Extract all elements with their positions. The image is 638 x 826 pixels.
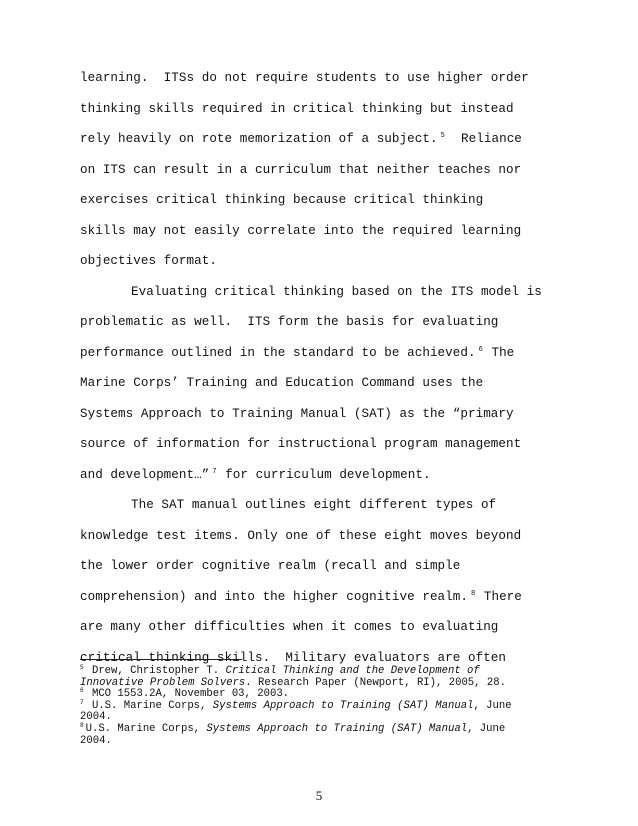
text-run: knowledge test items. Only one of these eight moves beyond — [80, 528, 522, 543]
text-run: Evaluating critical thinking based on the ITS model is — [131, 284, 542, 299]
text-run: 2004. — [80, 734, 112, 747]
body-line — [80, 131, 522, 149]
body-line — [80, 467, 431, 485]
text-run: on ITS can result in a curriculum that neither teaches nor — [80, 162, 522, 177]
body-line — [80, 558, 460, 574]
footnote-marker: 7 — [212, 467, 217, 476]
body-line — [80, 406, 514, 422]
footnote-marker: 6 — [478, 345, 483, 354]
footnote-line — [80, 700, 512, 713]
text-run: U.S. Marine Corps, — [85, 723, 207, 735]
footnote-marker: 5 — [440, 132, 445, 140]
page-number: 5 — [315, 788, 323, 803]
body-line — [80, 528, 521, 544]
body-line — [131, 284, 542, 300]
body-line — [80, 314, 498, 330]
text-run: The SAT manual outlines eight different types of — [131, 498, 497, 512]
text-run: thinking skills required in critical thinking but instead — [80, 101, 514, 116]
text-run: U.S. Marine Corps, — [85, 699, 213, 712]
text-run: are many other difficulties when it comes to evaluating — [80, 620, 499, 634]
text-run: comprehension) and into the higher cognitive realm. — [80, 589, 468, 604]
body-line — [80, 253, 217, 269]
body-line — [80, 436, 521, 452]
body-line — [80, 589, 522, 607]
text-run: learning. ITSs do not require students to use higher order — [80, 71, 529, 85]
footnote-line — [80, 711, 112, 723]
footnote-marker: 6 — [80, 687, 84, 695]
text-run: exercises critical thinking because critical thinking — [80, 193, 484, 207]
text-run: , June — [467, 723, 506, 735]
footnote-line — [80, 735, 112, 747]
text-run: skills may not easily correlate into the required learning — [80, 223, 522, 238]
body-line — [80, 101, 514, 117]
italic-title: Systems Approach to Training (SAT) Manual — [212, 699, 474, 712]
text-run: rely heavily on rote memorization of a subject. — [80, 132, 438, 146]
text-run: objectives format. — [80, 254, 217, 268]
text-run: source of information for instructional program management — [80, 437, 522, 451]
text-run: performance outlined in the standard to be achieved. — [80, 345, 476, 360]
text-run: , June — [473, 699, 512, 712]
footnote-marker: 8 — [470, 589, 476, 598]
body-line — [131, 497, 496, 513]
text-run: Drew, Christopher T. — [85, 665, 226, 677]
text-run: critical thinking skills. Military evaluators are often — [80, 650, 507, 665]
body-line — [80, 619, 498, 635]
text-run: and development…” — [80, 467, 210, 482]
text-run: the lower order cognitive realm (recall and simple — [80, 559, 461, 573]
text-run: . Research Paper (Newport, RI), 2005, 28. — [245, 676, 506, 689]
body-line — [80, 192, 483, 208]
text-run: for curriculum development. — [217, 467, 431, 482]
text-run: MCO 1553.2A, November 03, 2003. — [85, 688, 290, 701]
footnote-line — [80, 677, 506, 689]
italic-title: Innovative Problem Solvers — [80, 676, 246, 689]
text-run: Marine Corps’ Training and Education Command uses the — [80, 376, 484, 390]
text-run: There — [476, 589, 522, 604]
body-line — [80, 223, 521, 239]
body-line — [80, 345, 514, 363]
text-run: 2004. — [80, 711, 112, 724]
body-line — [80, 650, 506, 666]
text-run: The — [483, 345, 515, 360]
text-run: Reliance — [445, 132, 522, 146]
footnote-separator — [80, 659, 242, 660]
footnote-marker: 7 — [80, 698, 84, 706]
body-line — [80, 70, 529, 86]
body-line — [80, 162, 521, 178]
italic-title: Critical Thinking and the Development of — [225, 665, 480, 677]
italic-title: Systems Approach to Training (SAT) Manual — [206, 723, 468, 735]
footnote-marker: 5 — [80, 664, 84, 671]
body-line — [80, 375, 483, 391]
text-run: problematic as well. ITS form the basis for evaluating — [80, 315, 499, 329]
footnote-line — [80, 723, 505, 736]
footnote-marker: 8 — [80, 722, 84, 729]
text-run: Systems Approach to Training Manual (SAT) as the “primary — [80, 406, 514, 421]
